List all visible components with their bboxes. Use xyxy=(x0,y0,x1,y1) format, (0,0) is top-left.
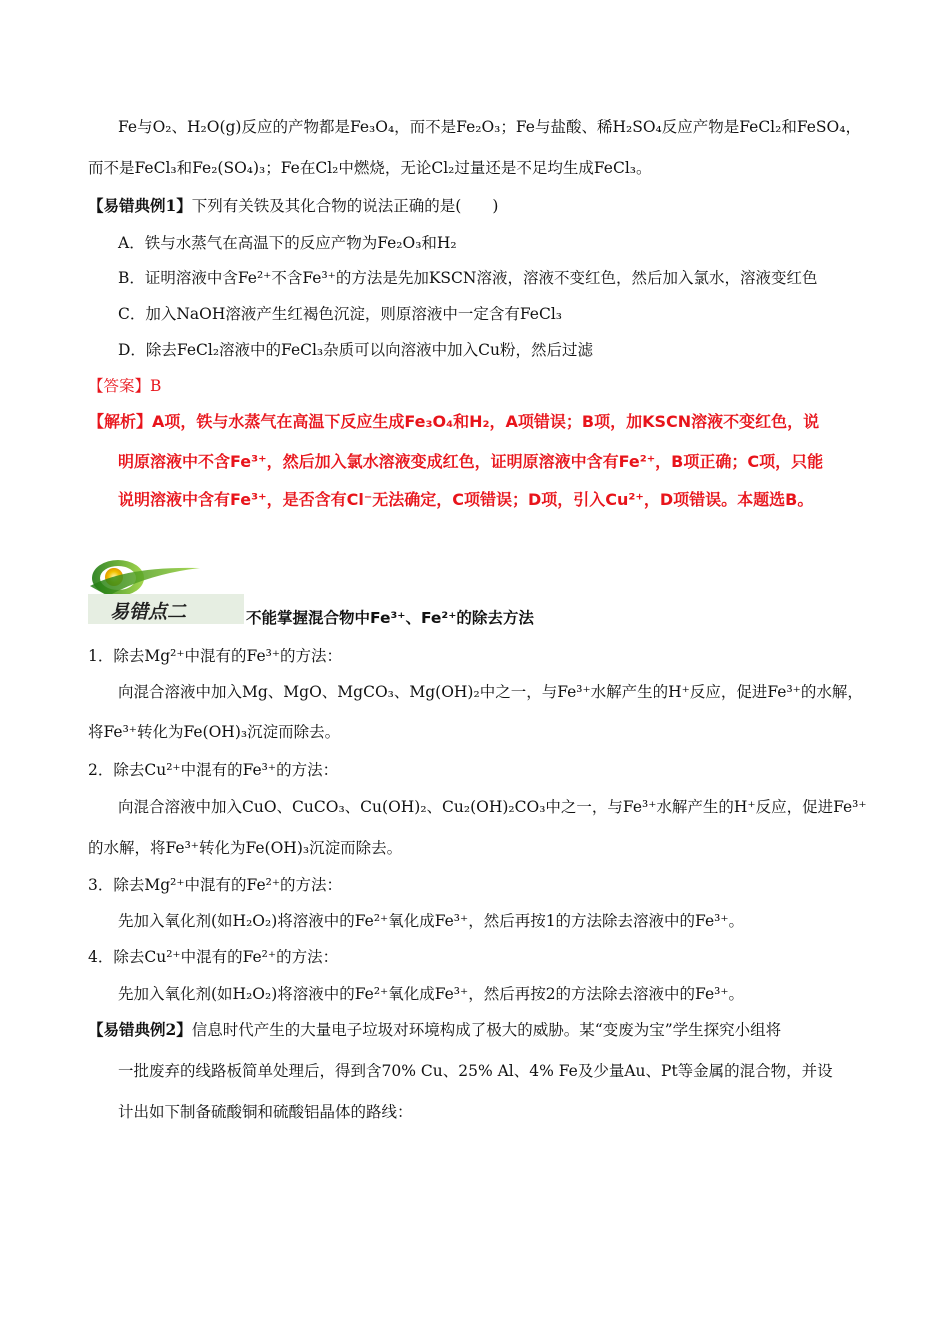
item2-body-2: 的水解，将Fe³⁺转化为Fe(OH)₃沉淀而除去。 xyxy=(88,839,403,857)
intro-line-1: Fe与O₂、H₂O(g)反应的产物都是Fe₃O₄，而不是Fe₂O₃；Fe与盐酸、稀H₂SO₄反应产物是FeCl₂和FeSO₄， xyxy=(118,118,861,136)
item2-heading: 2．除去Cu²⁺中混有的Fe³⁺的方法： xyxy=(88,761,339,779)
example2-text-1: 信息时代产生的大量电子垃圾对环境构成了极大的威胁。某“变废为宝”学生探究小组将 xyxy=(191,1021,782,1039)
item2-body-1: 向混合溶液中加入CuO、CuCO₃、Cu(OH)₂、Cu₂(OH)₂CO₃中之一，与Fe³⁺水解产生的H⁺反应，促进Fe³⁺ xyxy=(118,798,867,816)
item3-heading: 3．除去Mg²⁺中混有的Fe²⁺的方法： xyxy=(88,876,343,894)
item1-heading: 1．除去Mg²⁺中混有的Fe³⁺的方法： xyxy=(88,647,343,665)
analysis-line-2: 明原溶液中不含Fe³⁺，然后加入氯水溶液变成红色，证明原溶液中含有Fe²⁺，B项正确；C项，只能 xyxy=(118,452,824,471)
item3-body-1: 先加入氧化剂(如H₂O₂)将溶液中的Fe²⁺氧化成Fe³⁺，然后再按1的方法除去溶液中的Fe³⁺。 xyxy=(118,912,745,930)
analysis-label: 【解析】 xyxy=(88,412,153,431)
example1-label: 【易错典例1】 xyxy=(88,196,192,215)
item1-body-1: 向混合溶液中加入Mg、MgO、MgCO₃、Mg(OH)₂中之一，与Fe³⁺水解产生的H⁺反应，促进Fe³⁺的水解， xyxy=(118,683,863,701)
example1-option-d: D．除去FeCl₂溶液中的FeCl₃杂质可以向溶液中加入Cu粉，然后过滤 xyxy=(118,341,593,359)
analysis-line-3: 说明溶液中含有Fe³⁺，是否含有Cl⁻无法确定，C项错误；D项，引入Cu²⁺，D项错误。本题选B。 xyxy=(118,490,814,509)
example2-line-1 xyxy=(88,1020,781,1040)
analysis-line-1 xyxy=(88,412,819,432)
analysis-text-1: A项，铁与水蒸气在高温下反应生成Fe₃O₄和H₂，A项错误；B项，加KSCN溶液不变红色，说 xyxy=(152,412,820,431)
example2-line-3: 计出如下制备硫酸铜和硫酸铝晶体的路线： xyxy=(118,1103,413,1121)
item4-heading: 4．除去Cu²⁺中混有的Fe²⁺的方法： xyxy=(88,948,339,966)
example1-option-a: A．铁与水蒸气在高温下的反应产物为Fe₂O₃和H₂ xyxy=(118,234,457,252)
example1-question-text: 下列有关铁及其化合物的说法正确的是( ) xyxy=(191,197,499,215)
example2-line-2: 一批废弃的线路板简单处理后，得到含70% Cu、25% Al、4% Fe及少量Au、Pt等金属的混合物，并设 xyxy=(118,1062,833,1080)
section2-title: 不能掌握混合物中Fe³⁺、Fe²⁺的除去方法 xyxy=(246,609,534,627)
example1-option-c: C．加入NaOH溶液产生红褐色沉淀，则原溶液中一定含有FeCl₃ xyxy=(118,305,562,323)
example1-question xyxy=(88,196,498,216)
item4-body-1: 先加入氧化剂(如H₂O₂)将溶液中的Fe²⁺氧化成Fe³⁺，然后再按2的方法除去溶液中的Fe³⁺。 xyxy=(118,985,745,1003)
item1-body-2: 将Fe³⁺转化为Fe(OH)₃沉淀而除去。 xyxy=(88,723,341,741)
example1-option-b: B．证明溶液中含Fe²⁺不含Fe³⁺的方法是先加KSCN溶液，溶液不变红色，然后加入氯水，溶液变红色 xyxy=(118,269,818,287)
answer-label: 【答案】 xyxy=(88,377,151,395)
section-logo xyxy=(88,556,244,626)
example1-answer xyxy=(88,376,161,396)
logo-text: 易错点二 xyxy=(110,601,187,623)
example2-label: 【易错典例2】 xyxy=(88,1020,192,1039)
answer-value: B xyxy=(150,377,162,395)
intro-line-2: 而不是FeCl₃和Fe₂(SO₄)₃；Fe在Cl₂中燃烧，无论Cl₂过量还是不足均生成FeCl₃。 xyxy=(88,159,652,177)
